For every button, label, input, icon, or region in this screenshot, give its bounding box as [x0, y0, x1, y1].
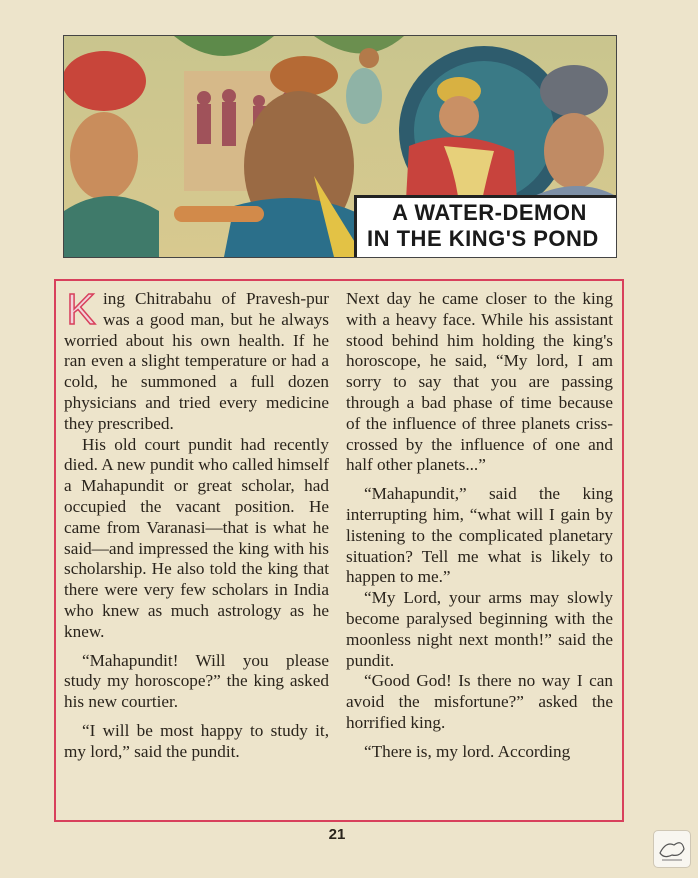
paragraph: Next day he came closer to the king with a heavy face. While his assistant stood behind him holding the king's horoscope, he said, “My lord, I am sorry to say that you are passing through a bad phase of time because of the influence of three planets criss-crossed by the influence of one and half other planets...” [346, 289, 613, 475]
title-line-2: IN THE KING'S POND [367, 226, 599, 251]
paragraph-text: ing Chitrabahu of Pravesh-pur was a good man, but he always worried about his own health. If he ran even a slight temperature or had a cold, he summoned a full dozen physicians and tried every medicine they prescribed. [64, 289, 329, 433]
text-column-left [64, 285, 329, 763]
paragraph: “Mahapundit,” said the king interrupting him, “what will I gain by listening to the complicated planetary situation? Tell me what is likely to happen to me.” [346, 484, 613, 587]
story-title [354, 195, 616, 257]
paragraph [64, 285, 329, 435]
story-illustration [63, 35, 617, 258]
drop-cap: K [66, 285, 96, 334]
page-number: 21 [328, 826, 346, 843]
paragraph: “My Lord, your arms may slowly become paralysed beginning with the moonless night next month!” said the pundit. [346, 588, 613, 670]
library-stamp-icon [653, 830, 691, 868]
paragraph: “I will be most happy to study it, my lord,” said the pundit. [64, 720, 329, 761]
paragraph: “Mahapundit! Will you please study my horoscope?” the king asked his new courtier. [64, 650, 329, 712]
paragraph: “Good God! Is there no way I can avoid the misfortune?” asked the horrified king. [346, 671, 613, 732]
paragraph: “There is, my lord. According [364, 741, 571, 761]
paragraph: His old court pundit had recently died. A new pundit who called himself a Mahapundit or great scholar, had occupied the vacant position. He came from Varanasi—that is what he said—and impressed the king with his scholarship. He also told the king that there were very few scholars in India who knew as much astrology as he knew. [64, 434, 329, 641]
title-line-1: A WATER-DEMON [392, 200, 587, 225]
text-column-right [346, 289, 613, 763]
